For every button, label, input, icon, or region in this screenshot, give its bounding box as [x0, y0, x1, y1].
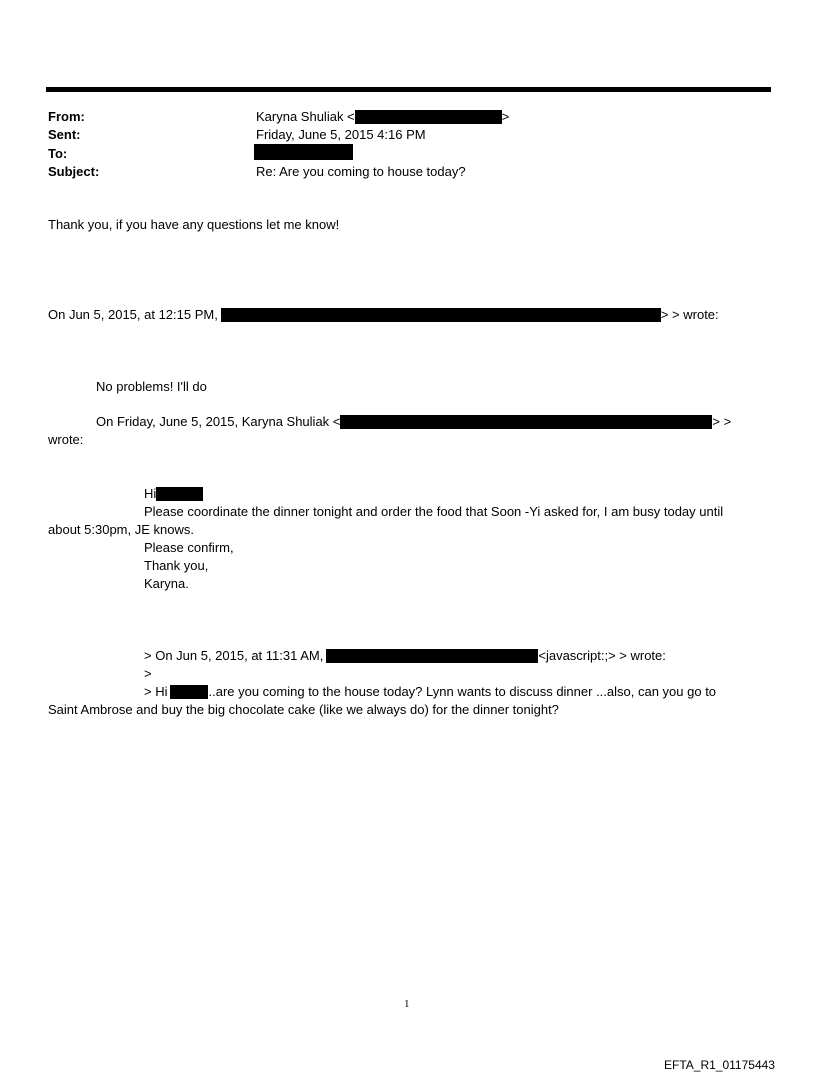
from-value	[256, 108, 509, 125]
thanks-line: Thank you, if you have any questions let me know!	[48, 217, 340, 232]
no-problems-line: No problems! I'll do	[96, 379, 207, 394]
quote-3-line	[144, 683, 716, 700]
redaction-bar	[170, 685, 208, 699]
redaction-bar	[156, 487, 203, 501]
quote-2-wrap: wrote:	[48, 432, 84, 447]
to-redaction-bar	[254, 144, 353, 160]
document-id: EFTA_R1_01175443	[664, 1058, 775, 1072]
subject-value: Re: Are you coming to house today?	[256, 164, 466, 179]
from-close: >	[501, 109, 510, 124]
quote-3-gt: >	[144, 666, 152, 681]
quote-3-prefix: > On Jun 5, 2015, at 11:31 AM,	[144, 648, 324, 663]
greeting-line	[144, 485, 203, 502]
quote-header-1	[48, 306, 719, 323]
quote-1-prefix: On Jun 5, 2015, at 12:15 PM,	[48, 307, 218, 322]
quote-header-2	[96, 413, 731, 430]
quote-3-text: ..are you coming to the house today? Lynn wants to discuss dinner ...also, can you go to	[208, 684, 717, 699]
redaction-bar	[326, 649, 538, 663]
thank-you-line: Thank you,	[144, 558, 209, 573]
from-label: From:	[48, 109, 85, 124]
quote-2-suffix: > >	[712, 414, 732, 429]
subject-label: Subject:	[48, 164, 100, 179]
greeting-hi: Hi	[144, 486, 157, 501]
coordinate-wrap: about 5:30pm, JE knows.	[48, 522, 194, 537]
quote-2-prefix: On Friday, June 5, 2015, Karyna Shuliak <	[96, 414, 341, 429]
header-rule	[46, 87, 771, 92]
quote-3-suffix: <javascript:;> > wrote:	[538, 648, 666, 663]
quote-header-3	[144, 647, 666, 664]
signature-line: Karyna.	[144, 576, 189, 591]
coordinate-line: Please coordinate the dinner tonight and order the food that Soon -Yi asked for, I am busy today until	[144, 504, 724, 519]
confirm-line: Please confirm,	[144, 540, 234, 555]
from-name: Karyna Shuliak <	[256, 109, 355, 124]
to-label: To:	[48, 146, 68, 161]
quote-1-suffix: > > wrote:	[660, 307, 719, 322]
quote-3-wrap: Saint Ambrose and buy the big chocolate cake (like we always do) for the dinner tonight?	[48, 702, 559, 717]
sent-label: Sent:	[48, 127, 81, 142]
quote-3-hi: > Hi	[144, 684, 168, 699]
redaction-bar	[355, 110, 502, 124]
redaction-bar	[340, 415, 712, 429]
sent-value: Friday, June 5, 2015 4:16 PM	[256, 127, 426, 142]
page-number: 1	[404, 998, 410, 1010]
redaction-bar	[221, 308, 661, 322]
